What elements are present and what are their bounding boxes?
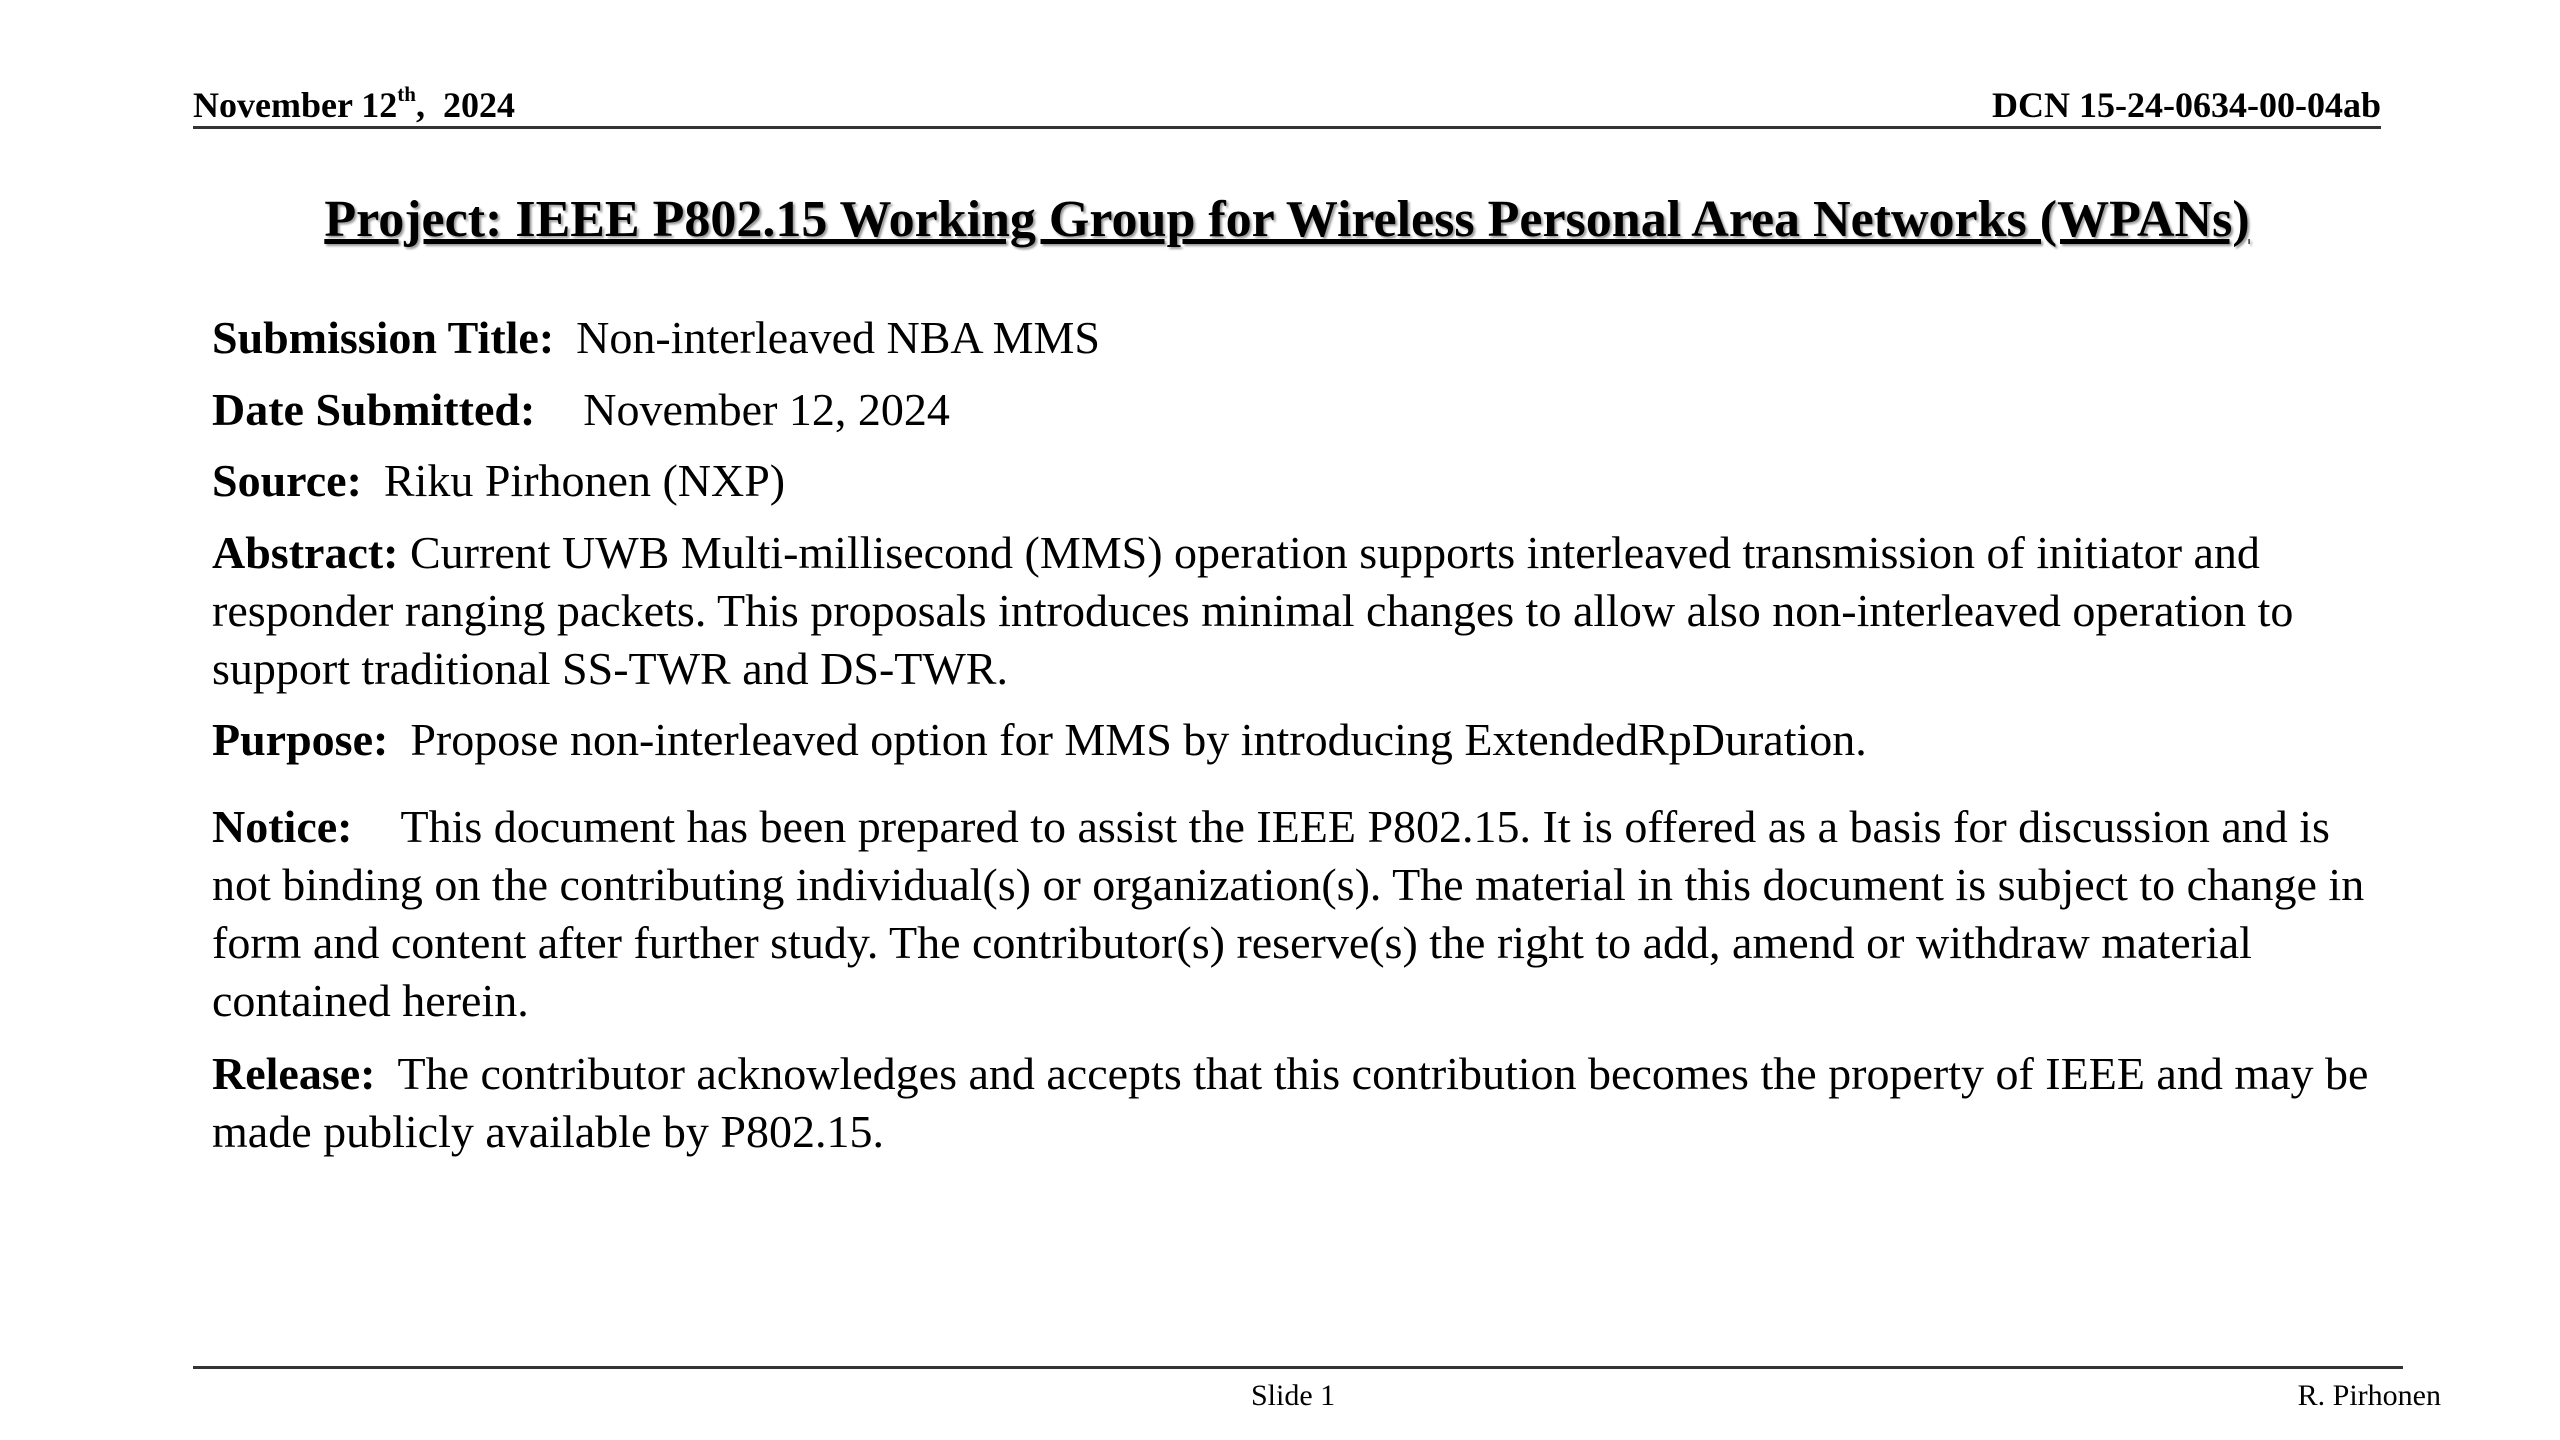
release-field [212, 1045, 2392, 1161]
notice-field [212, 798, 2392, 1030]
purpose-value: Propose non-interleaved option for MMS by introducing ExtendedRpDuration. [410, 714, 1867, 765]
release-label: Release: [212, 1048, 376, 1099]
slide-number: Slide 1 [1251, 1379, 1336, 1412]
date-submitted-label: Date Submitted: [212, 384, 536, 435]
source-label: Source: [212, 455, 362, 506]
header-date: November 12th, 2024 [193, 82, 515, 125]
notice-value: This document has been prepared to assist the IEEE P802.15. It is offered as a basis for discussion and is not binding on the contributing individual(s) or organization(s). The material in this document is subject to change in form and content after further study. The contributor(s) reserve(s) the right to add, amend or withdraw material contained herein. [212, 801, 2365, 1026]
abstract-label: Abstract: [212, 527, 399, 578]
footer-author: R. Pirhonen [2297, 1379, 2441, 1412]
slide-header [193, 80, 2381, 129]
notice-label: Notice: [212, 801, 353, 852]
source-value: Riku Pirhonen (NXP) [383, 455, 786, 506]
abstract-value: Current UWB Multi-millisecond (MMS) operation supports interleaved transmission of initiator and responder ranging packets. This proposals introduces minimal changes to allow also non-interleaved operation to support traditional SS-TWR and DS-TWR. [212, 527, 2294, 694]
date-submitted-value: November 12, 2024 [583, 384, 950, 435]
purpose-field [212, 711, 2392, 769]
purpose-label: Purpose: [212, 714, 389, 765]
abstract-field [212, 524, 2392, 698]
date-submitted-field [212, 381, 2392, 439]
slide-footer [193, 1366, 2441, 1412]
release-value: The contributor acknowledges and accepts that this contribution becomes the property of IEEE and may be made publicly available by P802.15. [212, 1048, 2369, 1157]
header-dcn: DCN 15-24-0634-00-04ab [1992, 85, 2381, 125]
submission-title-value: Non-interleaved NBA MMS [576, 312, 1100, 363]
project-title: Project: IEEE P802.15 Working Group for Wireless Personal Area Networks (WPANs) [324, 191, 2250, 248]
submission-title-field [212, 309, 2392, 367]
source-field [212, 452, 2392, 510]
submission-title-label: Submission Title: [212, 312, 555, 363]
